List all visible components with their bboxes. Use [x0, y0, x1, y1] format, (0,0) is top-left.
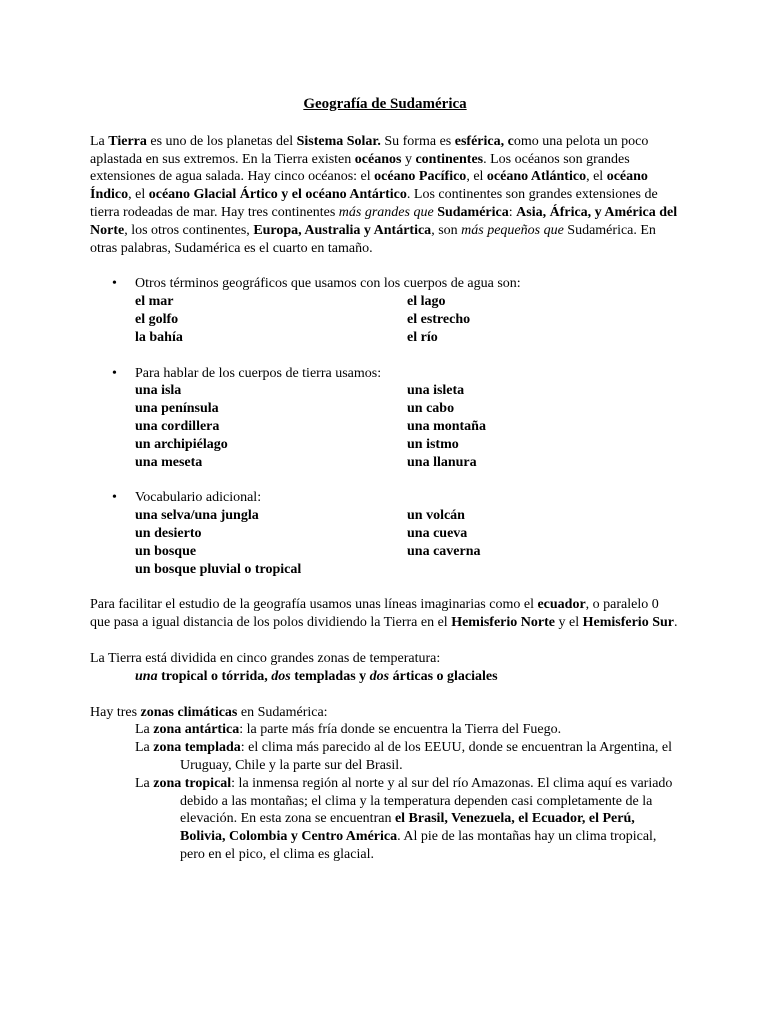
- term-left: una selva/una jungla: [135, 508, 259, 524]
- term-right: una montaña: [407, 418, 486, 434]
- water-terms-grid: [135, 293, 680, 346]
- bullet-icon: •: [112, 490, 117, 506]
- vocab-section: [90, 489, 680, 578]
- vocab-heading: Vocabulario adicional:: [135, 490, 262, 506]
- term-left: una península: [135, 401, 219, 417]
- land-terms-heading: Para hablar de los cuerpos de tierra usamos:: [135, 365, 382, 381]
- term-left: la bahía: [135, 329, 183, 345]
- zone-antarctic: La zona antártica: la parte más fría donde se encuentra la Tierra del Fuego.: [135, 722, 562, 738]
- zone-temperate: La zona templada: el clima más parecido al de los EEUU, donde se encuentran la Argentina, el Uruguay, Chile y la parte sur del Brasil.: [135, 740, 673, 773]
- term-right: el río: [407, 329, 438, 345]
- term-right: [407, 561, 657, 579]
- climate-intro: Hay tres zonas climáticas en Sudamérica:: [90, 704, 328, 720]
- term-left: una isla: [135, 383, 182, 399]
- term-right: una llanura: [407, 454, 477, 470]
- page-title: Geografía de Sudamérica: [303, 96, 467, 112]
- term-right: el estrecho: [407, 311, 471, 327]
- term-right: una cueva: [407, 525, 468, 541]
- term-left: el mar: [135, 294, 174, 310]
- temperature-intro: La Tierra está dividida en cinco grandes zonas de temperatura:: [90, 650, 441, 666]
- term-right: el lago: [407, 294, 446, 310]
- term-left: un archipiélago: [135, 436, 228, 452]
- term-right: un volcán: [407, 508, 465, 524]
- term-right: una isleta: [407, 383, 465, 399]
- term-left: un bosque pluvial o tropical: [135, 561, 302, 577]
- term-left: una meseta: [135, 454, 203, 470]
- intro-paragraph: La Tierra es uno de los planetas del Sistema Solar. Su forma es esférica, como una pelota un poco aplastada en sus extremos. En la Tierra existen océanos y continentes. Los océanos son grandes extensiones de agua salada. Hay cinco océanos: el océano Pacífico, el océano Atlántico, el océano Índico, el océano Glacial Ártico y el océano Antártico. Los continentes son grandes extensiones de tierra rodeadas de mar. Hay tres continentes más grandes que Sudamérica: Asia, África, y América del Norte, los otros continentes, Europa, Australia y Antártica, son más pequeños que Sudamérica. En otras palabras, Sudamérica es el cuarto en tamaño.: [90, 133, 678, 256]
- term-right: una caverna: [407, 543, 481, 559]
- equator-paragraph: Para facilitar el estudio de la geografía usamos unas líneas imaginarias como el ecuador, o paralelo 0 que pasa a igual distancia de los polos dividiendo la Tierra en el Hemisferio Norte y el Hemisferio Sur.: [90, 597, 678, 631]
- term-left: un desierto: [135, 525, 202, 541]
- land-terms-section: [90, 365, 680, 472]
- zone-tropical: La zona tropical: la inmensa región al norte y al sur del río Amazonas. El clima aquí es variado debido a las montañas; el clima y la temperatura dependen casi completamente de la elevación. En esta zona se encuentran el Brasil, Venezuela, el Ecuador, el Perú, Bolivia, Colombia y Centro América. Al pie de las montañas hay un clima tropical, pero en el pico, el clima es glacial.: [135, 775, 673, 862]
- term-right: un istmo: [407, 436, 459, 452]
- water-terms-section: [90, 275, 680, 346]
- water-terms-heading: Otros términos geográficos que usamos con los cuerpos de agua son:: [135, 276, 521, 292]
- document-page: [90, 96, 680, 864]
- temperature-zones: una tropical o tórrida, dos templadas y dos árticas o glaciales: [135, 668, 498, 684]
- bullet-icon: •: [112, 276, 117, 292]
- vocab-grid: [135, 507, 680, 578]
- term-left: un bosque: [135, 543, 197, 559]
- term-left: el golfo: [135, 311, 179, 327]
- climate-section: [90, 704, 680, 864]
- land-terms-grid: [135, 382, 680, 471]
- bullet-icon: •: [112, 365, 117, 381]
- temperature-section: [90, 650, 680, 686]
- term-right: un cabo: [407, 401, 455, 417]
- term-left: una cordillera: [135, 418, 220, 434]
